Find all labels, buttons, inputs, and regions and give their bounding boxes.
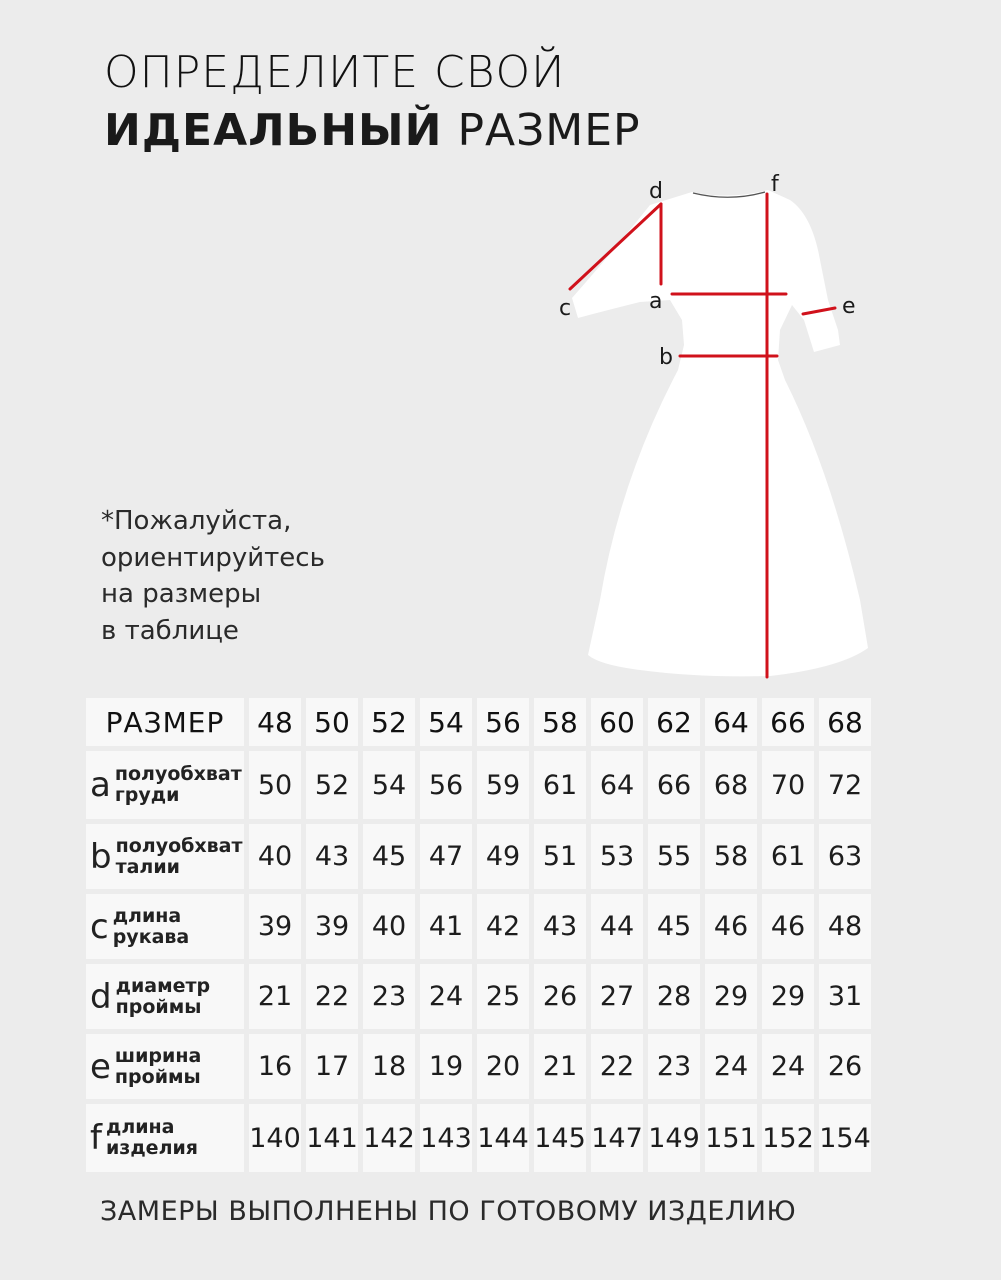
- value-cell: 140: [249, 1104, 301, 1172]
- size-header-cell: 62: [648, 698, 700, 746]
- param-name-line: длина: [105, 1116, 175, 1138]
- value-cell: 143: [420, 1104, 472, 1172]
- param-name: [116, 976, 211, 1018]
- value-cell: 24: [762, 1034, 814, 1099]
- value-cell: 23: [363, 964, 415, 1029]
- value-cell: 46: [762, 894, 814, 959]
- param-letter: e: [90, 1046, 111, 1087]
- param-letter: d: [90, 976, 112, 1017]
- param-cell: [86, 824, 244, 889]
- value-cell: 61: [762, 824, 814, 889]
- label-c: c: [559, 296, 572, 321]
- param-name: [115, 1046, 201, 1088]
- value-cell: 16: [249, 1034, 301, 1099]
- value-cell: 64: [591, 751, 643, 819]
- param-cell: [86, 1104, 244, 1172]
- value-cell: 29: [705, 964, 757, 1029]
- table-row-c: [86, 894, 871, 959]
- param-name: [113, 906, 190, 948]
- value-cell: 70: [762, 751, 814, 819]
- param-name-line: проймы: [114, 1065, 201, 1088]
- param-name-line: полуобхват: [115, 834, 243, 857]
- size-header-cell: 50: [306, 698, 358, 746]
- size-header-cell: 56: [477, 698, 529, 746]
- value-cell: 47: [420, 824, 472, 889]
- value-cell: 149: [648, 1104, 700, 1172]
- size-header-cell: 66: [762, 698, 814, 746]
- value-cell: 19: [420, 1034, 472, 1099]
- value-cell: 26: [534, 964, 586, 1029]
- value-cell: 22: [306, 964, 358, 1029]
- value-cell: 26: [819, 1034, 871, 1099]
- param-name-line: диаметр: [115, 974, 211, 997]
- value-cell: 40: [249, 824, 301, 889]
- size-note: [101, 503, 325, 649]
- value-cell: 42: [477, 894, 529, 959]
- value-cell: 152: [762, 1104, 814, 1172]
- title-bold-word: ИДЕАЛЬНЫЙ: [104, 105, 443, 156]
- label-f: f: [771, 172, 779, 197]
- value-cell: 72: [819, 751, 871, 819]
- value-cell: 142: [363, 1104, 415, 1172]
- note-line: ориентируйтесь: [101, 542, 325, 573]
- dress-silhouette: [572, 190, 868, 676]
- table-row-f: [86, 1104, 871, 1172]
- param-name: [106, 1117, 198, 1159]
- value-cell: 141: [306, 1104, 358, 1172]
- value-cell: 49: [477, 824, 529, 889]
- value-cell: 51: [534, 824, 586, 889]
- value-cell: 24: [420, 964, 472, 1029]
- param-name-line: груди: [114, 784, 180, 806]
- table-row-e: [86, 1034, 871, 1099]
- param-name: [115, 764, 242, 806]
- size-header-cell: 54: [420, 698, 472, 746]
- title-line-1: ОПРЕДЕЛИТЕ СВОЙ: [104, 47, 566, 98]
- value-cell: 50: [249, 751, 301, 819]
- value-cell: 56: [420, 751, 472, 819]
- value-cell: 66: [648, 751, 700, 819]
- value-cell: 147: [591, 1104, 643, 1172]
- value-cell: 31: [819, 964, 871, 1029]
- value-cell: 21: [534, 1034, 586, 1099]
- value-cell: 68: [705, 751, 757, 819]
- note-line: на размеры: [101, 579, 262, 609]
- value-cell: 41: [420, 894, 472, 959]
- param-letter: c: [90, 906, 109, 947]
- value-cell: 144: [477, 1104, 529, 1172]
- size-header-label: РАЗМЕР: [86, 698, 244, 746]
- value-cell: 28: [648, 964, 700, 1029]
- size-header-cell: 52: [363, 698, 415, 746]
- param-letter: b: [90, 836, 112, 877]
- value-cell: 45: [648, 894, 700, 959]
- value-cell: 43: [534, 894, 586, 959]
- value-cell: 20: [477, 1034, 529, 1099]
- value-cell: 22: [591, 1034, 643, 1099]
- note-line: *Пожалуйста,: [101, 506, 292, 536]
- size-header-cell: 60: [591, 698, 643, 746]
- value-cell: 53: [591, 824, 643, 889]
- param-cell: [86, 964, 244, 1029]
- value-cell: 52: [306, 751, 358, 819]
- table-row-a: [86, 751, 871, 819]
- value-cell: 145: [534, 1104, 586, 1172]
- size-header-cell: 48: [249, 698, 301, 746]
- value-cell: 17: [306, 1034, 358, 1099]
- param-name-line: длина: [112, 904, 182, 927]
- size-header-cell: 68: [819, 698, 871, 746]
- table-row-b: [86, 824, 871, 889]
- value-cell: 46: [705, 894, 757, 959]
- value-cell: 29: [762, 964, 814, 1029]
- table-row-d: [86, 964, 871, 1029]
- value-cell: 27: [591, 964, 643, 1029]
- param-name-line: изделия: [105, 1137, 198, 1159]
- value-cell: 151: [705, 1104, 757, 1172]
- value-cell: 21: [249, 964, 301, 1029]
- size-header-cell: 64: [705, 698, 757, 746]
- title-regular-word: РАЗМЕР: [457, 105, 641, 156]
- footer-note: ЗАМЕРЫ ВЫПОЛНЕНЫ ПО ГОТОВОМУ ИЗДЕЛИЮ: [100, 1196, 797, 1227]
- value-cell: 63: [819, 824, 871, 889]
- dress-measurement-diagram: [540, 160, 900, 690]
- value-cell: 154: [819, 1104, 871, 1172]
- label-d: d: [649, 179, 663, 204]
- label-b: b: [659, 345, 673, 370]
- param-name: [116, 836, 243, 878]
- param-cell: [86, 1034, 244, 1099]
- param-name-line: полуобхват: [114, 763, 242, 785]
- param-name-line: талии: [115, 855, 180, 878]
- param-cell: [86, 751, 244, 819]
- value-cell: 24: [705, 1034, 757, 1099]
- value-cell: 44: [591, 894, 643, 959]
- value-cell: 40: [363, 894, 415, 959]
- value-cell: 39: [306, 894, 358, 959]
- value-cell: 45: [363, 824, 415, 889]
- size-header-cell: 58: [534, 698, 586, 746]
- param-name-line: рукава: [112, 925, 190, 948]
- label-a: a: [649, 289, 663, 314]
- value-cell: 23: [648, 1034, 700, 1099]
- value-cell: 39: [249, 894, 301, 959]
- page-title: [104, 44, 641, 160]
- value-cell: 43: [306, 824, 358, 889]
- title-line-2: [104, 102, 641, 160]
- value-cell: 25: [477, 964, 529, 1029]
- value-cell: 54: [363, 751, 415, 819]
- value-cell: 58: [705, 824, 757, 889]
- size-header-row: [86, 698, 871, 746]
- note-line: в таблице: [101, 615, 239, 646]
- param-letter: a: [90, 765, 111, 805]
- value-cell: 61: [534, 751, 586, 819]
- value-cell: 18: [363, 1034, 415, 1099]
- param-name-line: проймы: [115, 995, 202, 1018]
- value-cell: 59: [477, 751, 529, 819]
- param-cell: [86, 894, 244, 959]
- label-e: e: [842, 294, 856, 319]
- param-letter: f: [90, 1118, 102, 1158]
- value-cell: 48: [819, 894, 871, 959]
- param-name-line: ширина: [114, 1044, 202, 1067]
- size-table: [81, 693, 876, 1177]
- value-cell: 55: [648, 824, 700, 889]
